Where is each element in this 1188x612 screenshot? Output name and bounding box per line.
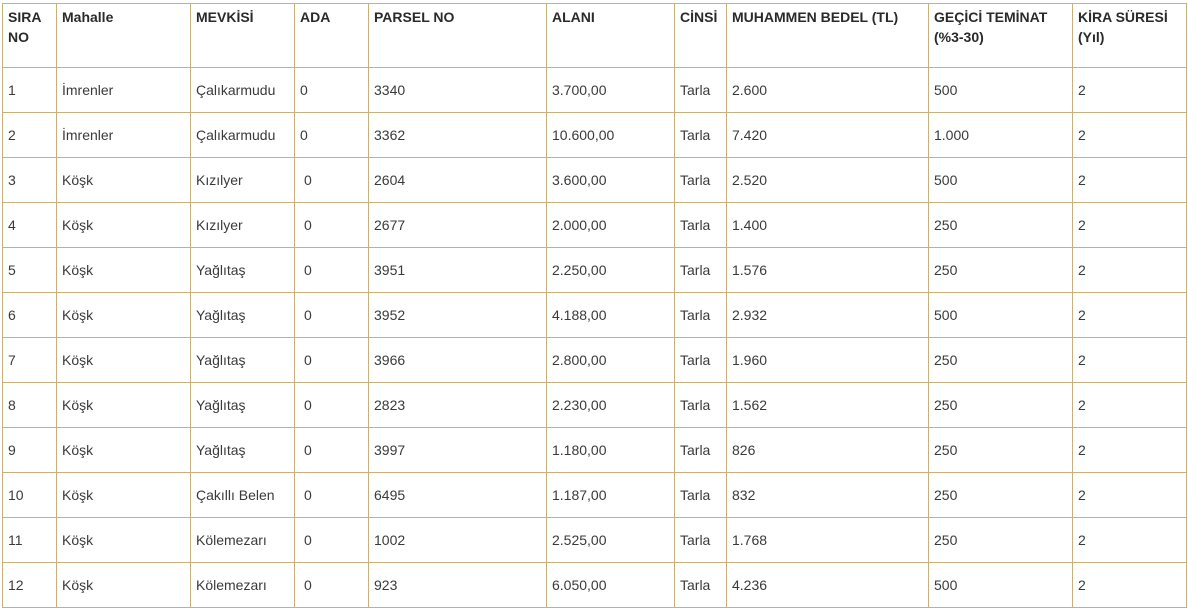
cell-gecici-teminat: 250 bbox=[929, 338, 1073, 383]
cell-mahalle: Köşk bbox=[57, 203, 191, 248]
cell-sira-no: 7 bbox=[3, 338, 57, 383]
cell-sira-no: 6 bbox=[3, 293, 57, 338]
cell-sira-no: 2 bbox=[3, 113, 57, 158]
cell-ada: 0 bbox=[295, 338, 369, 383]
cell-cinsi: Tarla bbox=[675, 113, 727, 158]
cell-cinsi: Tarla bbox=[675, 68, 727, 113]
cell-mevkisi: Çalıkarmudu bbox=[191, 113, 295, 158]
cell-gecici-teminat: 250 bbox=[929, 428, 1073, 473]
cell-gecici-teminat: 250 bbox=[929, 383, 1073, 428]
cell-kira-suresi: 2 bbox=[1073, 473, 1187, 518]
cell-ada: 0 bbox=[295, 113, 369, 158]
cell-muhammen-bedel: 1.960 bbox=[727, 338, 929, 383]
cell-muhammen-bedel: 832 bbox=[727, 473, 929, 518]
cell-sira-no: 8 bbox=[3, 383, 57, 428]
cell-ada: 0 bbox=[295, 68, 369, 113]
cell-alani: 2.230,00 bbox=[547, 383, 675, 428]
table-body bbox=[3, 68, 1187, 608]
cell-ada: 0 bbox=[295, 293, 369, 338]
cell-mahalle: İmrenler bbox=[57, 113, 191, 158]
cell-sira-no: 11 bbox=[3, 518, 57, 563]
cell-kira-suresi: 2 bbox=[1073, 203, 1187, 248]
header-parsel-no: PARSEL NO bbox=[369, 4, 547, 68]
cell-cinsi: Tarla bbox=[675, 428, 727, 473]
cell-kira-suresi: 2 bbox=[1073, 293, 1187, 338]
cell-gecici-teminat: 500 bbox=[929, 68, 1073, 113]
cell-mahalle: Köşk bbox=[57, 158, 191, 203]
cell-gecici-teminat: 250 bbox=[929, 203, 1073, 248]
cell-parsel-no: 2823 bbox=[369, 383, 547, 428]
cell-mevkisi: Yağlıtaş bbox=[191, 338, 295, 383]
header-muhammen-bedel: MUHAMMEN BEDEL (TL) bbox=[727, 4, 929, 68]
cell-muhammen-bedel: 2.520 bbox=[727, 158, 929, 203]
cell-parsel-no: 2604 bbox=[369, 158, 547, 203]
header-mevkisi: MEVKİSİ bbox=[191, 4, 295, 68]
cell-gecici-teminat: 250 bbox=[929, 473, 1073, 518]
table-header-row bbox=[3, 4, 1187, 68]
cell-alani: 10.600,00 bbox=[547, 113, 675, 158]
table-row bbox=[3, 158, 1187, 203]
cell-gecici-teminat: 500 bbox=[929, 293, 1073, 338]
cell-ada: 0 bbox=[295, 203, 369, 248]
cell-gecici-teminat: 500 bbox=[929, 563, 1073, 608]
cell-cinsi: Tarla bbox=[675, 518, 727, 563]
cell-ada: 0 bbox=[295, 518, 369, 563]
table-row bbox=[3, 563, 1187, 608]
header-cinsi: CİNSİ bbox=[675, 4, 727, 68]
cell-alani: 1.187,00 bbox=[547, 473, 675, 518]
cell-muhammen-bedel: 1.768 bbox=[727, 518, 929, 563]
cell-alani: 2.800,00 bbox=[547, 338, 675, 383]
cell-muhammen-bedel: 2.600 bbox=[727, 68, 929, 113]
cell-kira-suresi: 2 bbox=[1073, 68, 1187, 113]
table-row bbox=[3, 428, 1187, 473]
cell-kira-suresi: 2 bbox=[1073, 248, 1187, 293]
cell-sira-no: 10 bbox=[3, 473, 57, 518]
cell-muhammen-bedel: 1.576 bbox=[727, 248, 929, 293]
cell-gecici-teminat: 500 bbox=[929, 158, 1073, 203]
cell-cinsi: Tarla bbox=[675, 473, 727, 518]
cell-mahalle: Köşk bbox=[57, 338, 191, 383]
cell-kira-suresi: 2 bbox=[1073, 338, 1187, 383]
cell-mevkisi: Yağlıtaş bbox=[191, 293, 295, 338]
cell-cinsi: Tarla bbox=[675, 203, 727, 248]
cell-cinsi: Tarla bbox=[675, 338, 727, 383]
cell-kira-suresi: 2 bbox=[1073, 113, 1187, 158]
cell-muhammen-bedel: 1.562 bbox=[727, 383, 929, 428]
cell-mahalle: Köşk bbox=[57, 563, 191, 608]
table-row bbox=[3, 293, 1187, 338]
cell-alani: 4.188,00 bbox=[547, 293, 675, 338]
cell-mahalle: Köşk bbox=[57, 428, 191, 473]
cell-alani: 2.000,00 bbox=[547, 203, 675, 248]
table-row bbox=[3, 518, 1187, 563]
cell-gecici-teminat: 250 bbox=[929, 518, 1073, 563]
cell-kira-suresi: 2 bbox=[1073, 158, 1187, 203]
cell-cinsi: Tarla bbox=[675, 383, 727, 428]
cell-alani: 3.700,00 bbox=[547, 68, 675, 113]
cell-parsel-no: 1002 bbox=[369, 518, 547, 563]
cell-mevkisi: Kızılyer bbox=[191, 158, 295, 203]
cell-mahalle: Köşk bbox=[57, 293, 191, 338]
cell-kira-suresi: 2 bbox=[1073, 563, 1187, 608]
cell-sira-no: 1 bbox=[3, 68, 57, 113]
cell-mevkisi: Kölemezarı bbox=[191, 563, 295, 608]
cell-ada: 0 bbox=[295, 428, 369, 473]
cell-kira-suresi: 2 bbox=[1073, 428, 1187, 473]
table-row bbox=[3, 338, 1187, 383]
header-kira-suresi: KİRA SÜRESİ (Yıl) bbox=[1073, 4, 1187, 68]
cell-mevkisi: Yağlıtaş bbox=[191, 248, 295, 293]
cell-muhammen-bedel: 4.236 bbox=[727, 563, 929, 608]
cell-gecici-teminat: 250 bbox=[929, 248, 1073, 293]
table-row bbox=[3, 473, 1187, 518]
cell-kira-suresi: 2 bbox=[1073, 383, 1187, 428]
cell-alani: 3.600,00 bbox=[547, 158, 675, 203]
cell-mevkisi: Yağlıtaş bbox=[191, 428, 295, 473]
land-rent-table bbox=[2, 3, 1187, 608]
cell-parsel-no: 6495 bbox=[369, 473, 547, 518]
cell-sira-no: 3 bbox=[3, 158, 57, 203]
cell-mahalle: Köşk bbox=[57, 518, 191, 563]
table-row bbox=[3, 113, 1187, 158]
cell-muhammen-bedel: 7.420 bbox=[727, 113, 929, 158]
cell-cinsi: Tarla bbox=[675, 293, 727, 338]
cell-alani: 6.050,00 bbox=[547, 563, 675, 608]
cell-alani: 2.525,00 bbox=[547, 518, 675, 563]
cell-mahalle: Köşk bbox=[57, 248, 191, 293]
cell-mevkisi: Çalıkarmudu bbox=[191, 68, 295, 113]
cell-sira-no: 4 bbox=[3, 203, 57, 248]
cell-muhammen-bedel: 1.400 bbox=[727, 203, 929, 248]
cell-sira-no: 9 bbox=[3, 428, 57, 473]
cell-mahalle: İmrenler bbox=[57, 68, 191, 113]
table-row bbox=[3, 248, 1187, 293]
cell-cinsi: Tarla bbox=[675, 248, 727, 293]
cell-alani: 2.250,00 bbox=[547, 248, 675, 293]
cell-parsel-no: 3952 bbox=[369, 293, 547, 338]
cell-gecici-teminat: 1.000 bbox=[929, 113, 1073, 158]
cell-parsel-no: 923 bbox=[369, 563, 547, 608]
cell-ada: 0 bbox=[295, 473, 369, 518]
cell-sira-no: 12 bbox=[3, 563, 57, 608]
table-row bbox=[3, 383, 1187, 428]
cell-mevkisi: Kızılyer bbox=[191, 203, 295, 248]
cell-cinsi: Tarla bbox=[675, 563, 727, 608]
cell-parsel-no: 3362 bbox=[369, 113, 547, 158]
cell-mevkisi: Kölemezarı bbox=[191, 518, 295, 563]
cell-parsel-no: 3966 bbox=[369, 338, 547, 383]
cell-parsel-no: 3951 bbox=[369, 248, 547, 293]
cell-ada: 0 bbox=[295, 158, 369, 203]
header-mahalle: Mahalle bbox=[57, 4, 191, 68]
header-gecici-teminat: GEÇİCİ TEMİNAT (%3-30) bbox=[929, 4, 1073, 68]
cell-kira-suresi: 2 bbox=[1073, 518, 1187, 563]
cell-mevkisi: Yağlıtaş bbox=[191, 383, 295, 428]
cell-ada: 0 bbox=[295, 383, 369, 428]
cell-parsel-no: 3997 bbox=[369, 428, 547, 473]
header-ada: ADA bbox=[295, 4, 369, 68]
cell-mahalle: Köşk bbox=[57, 383, 191, 428]
cell-parsel-no: 2677 bbox=[369, 203, 547, 248]
cell-cinsi: Tarla bbox=[675, 158, 727, 203]
cell-muhammen-bedel: 826 bbox=[727, 428, 929, 473]
cell-ada: 0 bbox=[295, 563, 369, 608]
cell-muhammen-bedel: 2.932 bbox=[727, 293, 929, 338]
cell-mahalle: Köşk bbox=[57, 473, 191, 518]
cell-sira-no: 5 bbox=[3, 248, 57, 293]
header-sira-no: SIRA NO bbox=[3, 4, 57, 68]
table-row bbox=[3, 68, 1187, 113]
header-alani: ALANI bbox=[547, 4, 675, 68]
cell-alani: 1.180,00 bbox=[547, 428, 675, 473]
cell-parsel-no: 3340 bbox=[369, 68, 547, 113]
cell-ada: 0 bbox=[295, 248, 369, 293]
table-row bbox=[3, 203, 1187, 248]
cell-mevkisi: Çakıllı Belen bbox=[191, 473, 295, 518]
